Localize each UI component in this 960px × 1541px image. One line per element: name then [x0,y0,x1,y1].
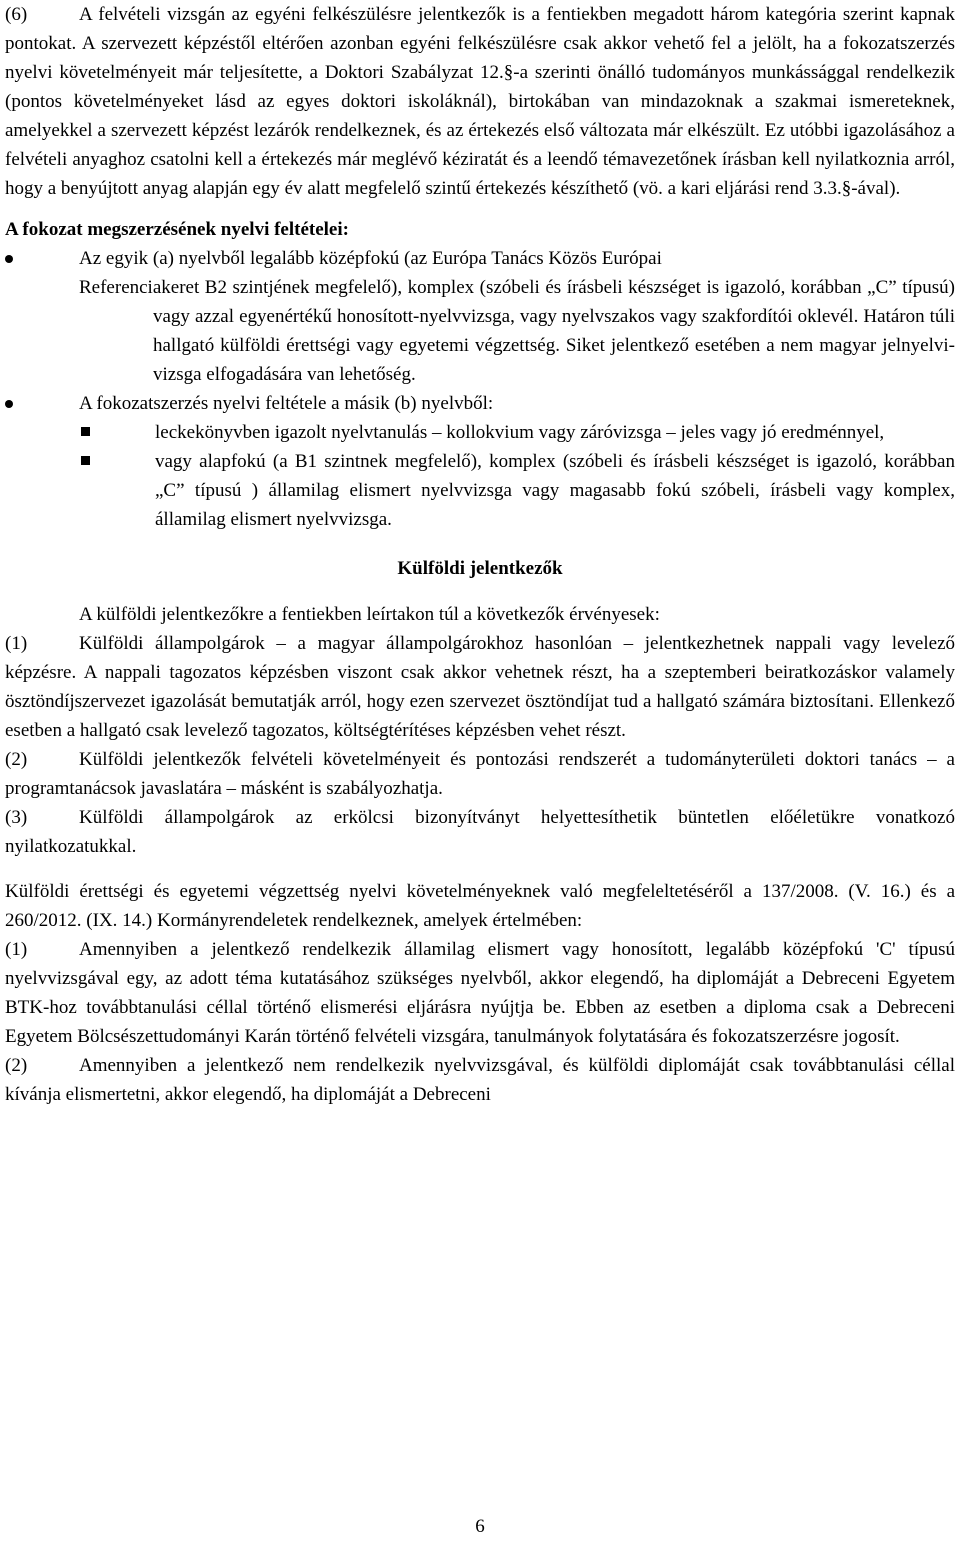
item-number: (1) [5,633,28,654]
foreign-item-3 [5,803,955,861]
foreign-item-2 [5,745,955,803]
sub-requirements-list [79,418,955,534]
item-number: (1) [5,939,28,960]
language-requirements-heading: A fokozat megszerzésének nyelvi feltételei: [5,219,349,240]
item-text: Külföldi állampolgárok az erkölcsi bizonyítványt helyettesíthetik büntetlen előéletükre vonatkozó nyilatkozatukkal. [5,807,955,857]
paragraph-6 [5,0,955,203]
item-text: Amennyiben a jelentkező rendelkezik államilag elismert vagy honosított, legalább középfokú 'C' típusú nyelvvizsgával egy, az adott téma kutatásához szükséges nyelvből, akkor elegendő, ha diplomáját a Debreceni Egyetem BTK-hoz továbbtanulási céllal történő elismerési eljárásra nyújtja be. Ebben az esetben a diploma csak a Debreceni Egyetem Bölcsészettudományi Karán történő felvételi vizsgára, tanulmányok folytatására és fokozatszerzésre jogosít. [5,939,955,1047]
item-text: Külföldi állampolgárok – a magyar állampolgárokhoz hasonlóan – jelentkezhetnek nappali vagy levelező képzésre. A nappali tagozatos képzésben viszont csak akkor vehetnek részt, ha a szeptemberi beiratkozáskor valamely ösztöndíjszervezet igazolását bemutatják arról, hogy ezen szervezet ösztöndíjat tud a hallgató számára biztosítani. Ellenkező esetben a hallgató csak levelező tagozatos, költségtérítéses képzésben vehet részt. [5,633,955,741]
item-number: (2) [5,1055,28,1076]
list-item [5,244,955,389]
list-item: vagy alapfokú (a B1 szintnek megfelelő), komplex (szóbeli és írásbeli készséget is igazoló, korábban „C” típusú ) államilag elismert nyelvvizsga vagy magasabb fokú szóbeli, írásbeli vagy komplex, államilag elismert nyelvvizsga. [79,447,955,534]
item-number: (2) [5,749,28,770]
recognition-intro: Külföldi érettségi és egyetemi végzettség nyelvi követelményeknek való megfeleltetéséről a 137/2008. (V. 16.) és a 260/2012. (IX. 14.) Kormányrendeletek rendelkeznek, amelyek értelmében: [5,881,955,931]
paragraph-number: (6) [5,4,28,25]
page-number: 6 [475,1516,485,1537]
foreign-item-1 [5,629,955,745]
recognition-item-1 [5,935,955,1051]
bullet-a-rest: Referenciakeret B2 szintjének megfelelő), komplex (szóbeli és írásbeli készséget is igazoló, korábban „C” típusú) vagy azzal egyenértékű honosított-nyelvvizsga, vagy nyelvszakos vagy szakfordítói oklevél. Határon túli hallgató külföldi érettségi vagy egyetemi végzettség. Siket jelentkező esetében a nem magyar jelnyelvi-vizsga elfogadására van lehetőség. [79,277,955,385]
bullet-a-lead: Az egyik (a) nyelvből legalább középfokú (az Európa Tanács Közös Európai [79,248,662,269]
item-text: Amennyiben a jelentkező nem rendelkezik nyelvvizsgával, és külföldi diplomáját csak továbbtanulási céllal kívánja elismertetni, akkor elegendő, ha diplomáját a Debreceni [5,1055,955,1105]
paragraph-text: A felvételi vizsgán az egyéni felkészülésre jelentkezők is a fentiekben megadott három kategória szerint kapnak pontokat. A szervezett képzéstől eltérően azonban egyéni felkészülésre csak akkor vehető fel a jelölt, ha a fokozatszerzés nyelvi követelményeit már teljesítette, a Doktori Szabályzat 12.§-a szerinti önálló tudományos munkássággal rendelkezik (pontos követelményeket lásd az egyes doktori iskoláknál), birtokában van mindazoknak a szakmai ismereteknek, amelyekkel a szervezett képzést lezárók rendelkeznek, és az értekezés első változata már elkészült. Ez utóbbi igazolásához a felvételi anyaghoz csatolni kell a értekezés már meglévő kéziratát és a leendő témavezetőnek írásban kell nyilatkoznia arról, hogy a benyújtott anyag alapján egy év alatt megfelelő szintű értekezés készíthető (vö. a kari eljárási rend 3.3.§-ával). [5,4,955,199]
section-title: Külföldi jelentkezők [397,558,563,579]
spacer [5,861,955,877]
list-item [5,389,955,418]
bullet-b-text: A fokozatszerzés nyelvi feltétele a másik (b) nyelvből: [79,393,494,414]
language-requirements-list [5,244,955,418]
section-intro: A külföldi jelentkezőkre a fentiekben leírtakon túl a következők érvényesek: [79,604,660,625]
recognition-item-2 [5,1051,955,1109]
item-text: Külföldi jelentkezők felvételi követelményeit és pontozási rendszerét a tudományterületi doktori tanács – a programtanácsok javaslatára – másként is szabályozhatja. [5,749,955,799]
list-item: leckekönyvben igazolt nyelvtanulás – kollokvium vagy záróvizsga – jeles vagy jó eredménnyel, [79,418,955,447]
item-number: (3) [5,807,28,828]
document-page [5,0,955,1109]
